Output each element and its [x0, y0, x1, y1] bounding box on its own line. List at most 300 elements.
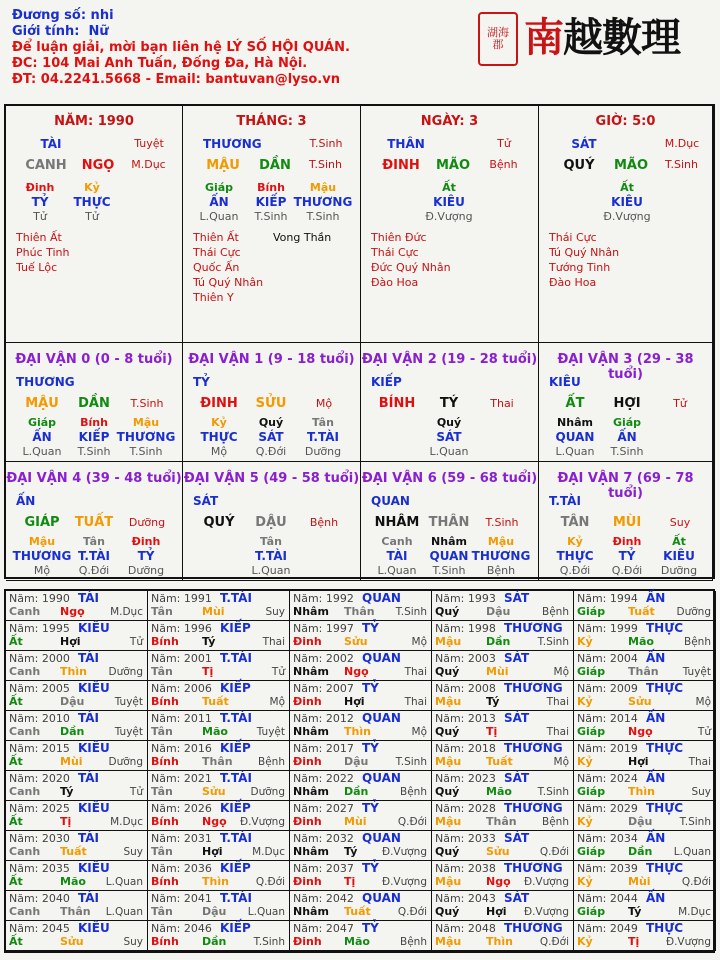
year-star: KIẾP [220, 861, 251, 875]
year-cell [290, 891, 432, 921]
year-star: KIÊU [78, 801, 110, 815]
year-can: Bính [151, 755, 179, 768]
year-star: KIÊU [78, 741, 110, 755]
year-state: Dưỡng [108, 666, 143, 678]
year-cell [574, 591, 716, 621]
year-star: T.TÀI [220, 711, 252, 725]
year-state: Bệnh [400, 936, 427, 948]
year-can: Nhâm [293, 665, 329, 678]
star-item: Tú Quý Nhân [193, 276, 264, 289]
year-can: Quý [435, 605, 460, 618]
year-chi: Hợi [486, 905, 507, 918]
pillar-chi: MÃO [435, 158, 471, 173]
year-can: Quý [435, 905, 460, 918]
year-can: Quý [435, 725, 460, 738]
year-star: KIÊU [78, 921, 110, 935]
year-label: Năm: 2017 [293, 742, 354, 755]
dai-van-can: BÍNH [378, 396, 416, 411]
hidden-stem: Kỷ [567, 535, 583, 548]
year-chi: Mão [202, 725, 228, 738]
dai-van-state: T.Sinh [485, 516, 519, 529]
year-cell [6, 891, 148, 921]
hidden-state: Dưỡng [127, 564, 165, 577]
year-label: Năm: 2025 [9, 802, 70, 815]
year-star: THỰC [646, 681, 684, 695]
year-state: Đ.Vượng [381, 846, 427, 858]
year-chi: Tị [60, 815, 72, 828]
dai-van-top-star: KIẾP [371, 375, 402, 389]
year-label: Năm: 2024 [577, 772, 638, 785]
year-state: Mộ [553, 756, 569, 768]
year-chi: Mùi [486, 665, 509, 678]
star-item: Tú Quý Nhân [549, 246, 620, 259]
year-can: Đinh [293, 635, 322, 648]
year-can: Tân [151, 665, 173, 678]
year-cell [432, 741, 574, 771]
dai-van-cell-4 [6, 462, 183, 581]
year-star: TÀI [78, 891, 100, 905]
pillar-top-state: Tử [497, 137, 511, 150]
year-can: Tân [151, 845, 173, 858]
star-item: Thiên Ất [193, 231, 239, 244]
year-state: M.Dục [252, 846, 285, 858]
hidden-star: ẤN [617, 430, 637, 444]
year-label: Năm: 2004 [577, 652, 638, 665]
year-state: Suy [691, 786, 711, 798]
year-label: Năm: 2033 [435, 832, 496, 845]
year-chi: Mùi [60, 755, 83, 768]
year-chi: Mùi [344, 815, 367, 828]
year-can: Canh [9, 905, 41, 918]
star-item: Đào Hoa [549, 276, 597, 289]
year-label: Năm: 2031 [151, 832, 212, 845]
year-chi: Tý [486, 695, 500, 708]
year-can: Kỷ [577, 815, 593, 828]
brand-char-red: 南 [524, 14, 563, 61]
pillar-cell-3 [539, 106, 713, 343]
year-cell [432, 831, 574, 861]
brand-title [524, 8, 680, 68]
year-label: Năm: 2000 [9, 652, 70, 665]
year-label: Năm: 2001 [151, 652, 212, 665]
year-can: Đinh [293, 935, 322, 948]
year-state: Đ.Vượng [381, 876, 427, 888]
year-state: Bệnh [684, 636, 711, 648]
year-cell [6, 621, 148, 651]
year-label: Năm: 1994 [577, 592, 638, 605]
year-state: Tử [271, 666, 285, 678]
star-item: Thiên Y [193, 291, 234, 304]
year-state: T.Sinh [395, 606, 427, 618]
year-chi: Ngọ [628, 725, 653, 738]
year-cell [148, 741, 290, 771]
year-cell [290, 771, 432, 801]
year-can: Đinh [293, 875, 322, 888]
hidden-star: T.TÀI [78, 549, 110, 563]
hidden-state: Tử [85, 210, 99, 223]
year-cell [6, 681, 148, 711]
hidden-star: THỰC [200, 430, 238, 444]
year-chi: Dần [486, 635, 511, 648]
year-can: Tân [151, 785, 173, 798]
year-cell [290, 681, 432, 711]
red-seal: 湖海郡 [478, 12, 518, 66]
year-chi: Sửu [628, 695, 652, 708]
year-can: Bính [151, 875, 179, 888]
hidden-star: KIẾP [255, 195, 287, 209]
hidden-star: THỰC [73, 195, 111, 209]
header-info [12, 8, 350, 88]
year-label: Năm: 2006 [151, 682, 212, 695]
address-line: ĐC: 104 Mai Anh Tuấn, Đống Đa, Hà Nội. [12, 56, 308, 71]
special-stars [549, 230, 619, 290]
year-state: Tuyệt [682, 666, 711, 678]
year-label: Năm: 2028 [435, 802, 496, 815]
year-chi: Thìn [486, 935, 513, 948]
year-can: Đinh [293, 815, 322, 828]
year-cell [148, 771, 290, 801]
pillar-top-star: SÁT [571, 137, 597, 151]
year-can: Quý [435, 785, 460, 798]
hidden-stem: Giáp [204, 181, 234, 194]
year-star: THƯƠNG [504, 801, 563, 815]
year-state: T.Sinh [395, 756, 427, 768]
year-star: QUAN [362, 771, 401, 785]
year-can: Canh [9, 845, 41, 858]
year-can: Giáp [577, 845, 606, 858]
hidden-stem: Giáp [612, 416, 642, 429]
year-cell [432, 921, 574, 951]
year-cell [432, 801, 574, 831]
hidden-star: T.TÀI [255, 549, 287, 563]
dai-van-top-star: SÁT [193, 494, 219, 508]
dai-van-cell-5 [183, 462, 361, 581]
year-cell [148, 831, 290, 861]
year-state: Mộ [695, 696, 711, 708]
year-star: KIÊU [78, 681, 110, 695]
year-cell [6, 591, 148, 621]
hidden-star: ẤN [209, 195, 229, 209]
pillar-can: CANH [25, 158, 67, 173]
year-star: SÁT [504, 831, 530, 845]
year-state: Đ.Vượng [665, 936, 711, 948]
year-label: Năm: 2040 [9, 892, 70, 905]
year-can: Giáp [577, 785, 606, 798]
year-cell [148, 681, 290, 711]
star-item: Thiên Ất [16, 231, 62, 244]
hidden-stem: Ất [620, 181, 634, 194]
year-label: Năm: 2003 [435, 652, 496, 665]
year-chi: Thìn [202, 875, 229, 888]
year-label: Năm: 1996 [151, 622, 212, 635]
year-star: KIẾP [220, 621, 251, 635]
year-state: Suy [265, 606, 285, 618]
year-label: Năm: 2019 [577, 742, 638, 755]
year-state: M.Dục [678, 906, 711, 918]
hidden-stem: Mậu [487, 535, 515, 548]
dai-van-state: Bệnh [309, 516, 339, 529]
year-chi: Ngọ [486, 875, 511, 888]
year-state: Tử [129, 786, 143, 798]
year-chi: Tý [628, 905, 642, 918]
year-star: ẤN [646, 591, 666, 605]
year-state: Thai [546, 726, 569, 738]
year-cell [574, 891, 716, 921]
year-cell [148, 621, 290, 651]
year-star: THƯƠNG [504, 621, 563, 635]
year-label: Năm: 1992 [293, 592, 354, 605]
year-can: Nhâm [293, 725, 329, 738]
year-label: Năm: 1995 [9, 622, 70, 635]
brand-logo [478, 8, 714, 70]
hidden-state: Bệnh [486, 564, 516, 577]
year-chi: Sửu [344, 635, 368, 648]
hidden-star: QUAN [429, 549, 469, 563]
year-can: Bính [151, 815, 179, 828]
hidden-star: THƯƠNG [293, 195, 353, 209]
year-state: Đ.Vượng [523, 906, 569, 918]
year-cell [574, 711, 716, 741]
year-star: T.TÀI [220, 831, 252, 845]
year-label: Năm: 2035 [9, 862, 70, 875]
year-can: Kỷ [577, 695, 593, 708]
star-item: Phúc Tinh [16, 246, 70, 259]
year-can: Bính [151, 935, 179, 948]
year-star: TỶ [362, 681, 379, 695]
year-label: Năm: 2038 [435, 862, 496, 875]
hidden-star: TỶ [618, 549, 636, 563]
year-chi: Thìn [628, 785, 655, 798]
year-chi: Thìn [344, 725, 371, 738]
year-cell [432, 861, 574, 891]
contact-note: Để luận giải, mời bạn liên hệ LÝ SỐ HỘI QUÁN. [12, 40, 350, 55]
hidden-star: SÁT [436, 430, 462, 444]
year-cell [290, 831, 432, 861]
year-star: THỰC [646, 801, 684, 815]
year-can: Nhâm [293, 785, 329, 798]
year-cell [6, 861, 148, 891]
year-state: L.Quan [105, 906, 143, 918]
hidden-state: T.Sinh [432, 564, 466, 577]
year-cell [574, 651, 716, 681]
year-star: ẤN [646, 771, 666, 785]
year-can: Kỷ [577, 635, 593, 648]
brand-chars: 越數理 [563, 14, 680, 61]
year-cell [290, 741, 432, 771]
year-chi: Tuất [60, 845, 87, 858]
year-star: TÀI [78, 831, 100, 845]
year-label: Năm: 2021 [151, 772, 212, 785]
dai-van-state: Tử [673, 397, 687, 410]
four-pillars-grid [4, 104, 715, 579]
year-cell [148, 651, 290, 681]
hidden-stem: Tân [260, 535, 282, 548]
year-cell [290, 861, 432, 891]
hidden-state: T.Sinh [254, 210, 288, 223]
pillar-can: MẬU [206, 158, 240, 173]
year-chi: Tuất [344, 905, 371, 918]
year-label: Năm: 2039 [577, 862, 638, 875]
year-state: Mộ [411, 726, 427, 738]
year-label: Năm: 2011 [151, 712, 212, 725]
year-chi: Tý [344, 845, 358, 858]
year-can: Tân [151, 905, 173, 918]
dai-van-can: QUÝ [203, 515, 235, 530]
year-cell [432, 771, 574, 801]
year-star: SÁT [504, 651, 530, 665]
year-state: Q.Đới [397, 906, 427, 918]
year-label: Năm: 2007 [293, 682, 354, 695]
year-cell [6, 711, 148, 741]
pillar-title: THÁNG: 3 [236, 114, 307, 129]
dai-van-top-star: ẤN [16, 494, 36, 508]
year-can: Mậu [435, 755, 462, 768]
year-star: THỰC [646, 621, 684, 635]
year-label: Năm: 1997 [293, 622, 354, 635]
hidden-stem: Đinh [612, 535, 642, 548]
year-state: Đ.Vượng [523, 876, 569, 888]
year-can: Quý [435, 845, 460, 858]
pillar-title: GIỜ: 5:0 [595, 114, 656, 129]
year-star: QUAN [362, 651, 401, 665]
year-cell [148, 591, 290, 621]
year-state: T.Sinh [537, 786, 569, 798]
dai-van-title: ĐẠI VẬN 3 (29 - 38 tuổi) [557, 352, 694, 382]
year-label: Năm: 2029 [577, 802, 638, 815]
year-state: Tuyệt [114, 726, 143, 738]
year-label: Năm: 1999 [577, 622, 638, 635]
dai-van-chi: MÙI [612, 515, 642, 530]
dai-van-title: ĐẠI VẬN 0 (0 - 8 tuổi) [15, 352, 173, 367]
hidden-stem: Quý [436, 416, 462, 429]
year-chi: Thân [344, 605, 375, 618]
hidden-star: THƯƠNG [116, 430, 176, 444]
hidden-stem: Đinh [131, 535, 161, 548]
star-item: Quốc Ấn [193, 261, 240, 274]
pillar-cell-1 [183, 106, 361, 343]
year-star: TÀI [78, 651, 100, 665]
pillar-top-state: M.Dục [664, 137, 700, 150]
year-cell [6, 741, 148, 771]
year-state: T.Sinh [537, 636, 569, 648]
hidden-star: KIẾP [78, 430, 110, 444]
year-star: TÀI [78, 711, 100, 725]
year-state: Dưỡng [108, 756, 143, 768]
year-star: TỶ [362, 621, 379, 635]
pillar-chi-state: M.Dục [131, 158, 166, 171]
year-star: KIẾP [220, 681, 251, 695]
year-chi: Thân [628, 665, 659, 678]
hidden-state: Q.Đới [78, 564, 110, 577]
year-label: Năm: 2026 [151, 802, 212, 815]
pillar-top-state: Tuyệt [134, 137, 164, 150]
year-label: Năm: 1998 [435, 622, 496, 635]
pillar-can: ĐINH [382, 158, 420, 173]
year-state: Bệnh [258, 756, 285, 768]
year-can: Giáp [577, 725, 606, 738]
year-label: Năm: 2030 [9, 832, 70, 845]
year-chi: Hợi [202, 845, 223, 858]
year-star: TÀI [78, 771, 100, 785]
hidden-state: L.Quan [251, 564, 291, 577]
dai-van-top-star: KIÊU [549, 375, 581, 389]
hidden-state: T.Sinh [610, 445, 644, 458]
year-label: Năm: 2048 [435, 922, 496, 935]
hidden-state: L.Quan [22, 445, 62, 458]
year-label: Năm: 2044 [577, 892, 638, 905]
year-chi: Dậu [202, 905, 227, 918]
year-state: T.Sinh [253, 936, 285, 948]
dai-van-can: ĐINH [200, 396, 238, 411]
year-cell [432, 621, 574, 651]
year-state: Q.Đới [539, 846, 569, 858]
hidden-stem: Tân [312, 416, 334, 429]
hidden-stem: Ất [672, 535, 686, 548]
year-label: Năm: 2005 [9, 682, 70, 695]
year-state: Dưỡng [250, 786, 285, 798]
year-can: Nhâm [293, 905, 329, 918]
year-label: Năm: 1991 [151, 592, 212, 605]
year-chi: Mùi [628, 875, 651, 888]
year-chi: Tị [202, 665, 214, 678]
dai-van-chi: TUẤT [74, 515, 114, 530]
pillar-chi: DẦN [259, 158, 291, 173]
year-state: L.Quan [105, 876, 143, 888]
year-star: QUAN [362, 711, 401, 725]
pillar-title: NĂM: 1990 [54, 114, 134, 129]
year-cell [148, 861, 290, 891]
year-state: Bệnh [542, 606, 569, 618]
year-label: Năm: 2023 [435, 772, 496, 785]
year-can: Canh [9, 605, 41, 618]
dai-van-title: ĐẠI VẬN 1 (9 - 18 tuổi) [188, 352, 355, 367]
year-state: Tuyệt [256, 726, 285, 738]
dai-van-cell-0 [6, 343, 183, 462]
year-state: Thai [404, 696, 427, 708]
pillar-cell-2 [361, 106, 539, 343]
hidden-star: ẤN [32, 430, 52, 444]
year-cell [574, 741, 716, 771]
year-can: Mậu [435, 695, 462, 708]
year-label: Năm: 2047 [293, 922, 354, 935]
hidden-state: Đ.Vượng [603, 210, 651, 223]
hidden-state: L.Quan [429, 445, 469, 458]
year-chi: Hợi [60, 635, 81, 648]
year-chi: Thân [60, 905, 91, 918]
pillar-top-star: TÀI [40, 137, 62, 151]
hidden-star: KIÊU [433, 195, 465, 209]
year-can: Tân [151, 725, 173, 738]
dai-van-title: ĐẠI VẬN 2 (19 - 28 tuổi) [361, 352, 538, 367]
dai-van-title: ĐẠI VẬN 4 (39 - 48 tuổi) [6, 471, 182, 486]
gender-label: Giới tính: [12, 24, 80, 39]
year-state: Mộ [269, 696, 285, 708]
hidden-state: Q.Đới [559, 564, 591, 577]
year-star: THỰC [646, 741, 684, 755]
year-cell [574, 861, 716, 891]
year-cell [574, 831, 716, 861]
star-item: Tướng Tinh [549, 261, 611, 274]
hidden-star: TỶ [137, 549, 155, 563]
pillar-cell-0 [6, 106, 183, 343]
year-cell [148, 921, 290, 951]
year-can: Mậu [435, 815, 462, 828]
pillar-top-star: THƯƠNG [203, 137, 262, 151]
hidden-state: T.Sinh [77, 445, 111, 458]
year-cell [148, 801, 290, 831]
hidden-star: TỶ [31, 195, 49, 209]
dai-van-top-star: QUAN [371, 494, 410, 508]
